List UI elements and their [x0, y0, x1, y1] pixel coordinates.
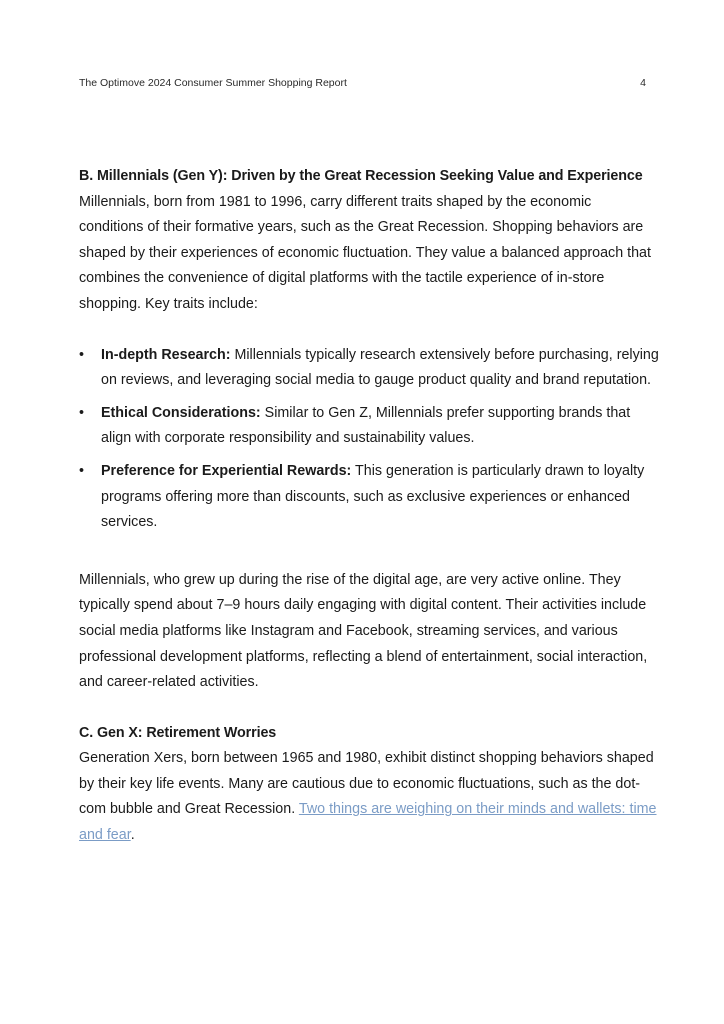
spacer — [79, 696, 659, 721]
section-b-closing: Millennials, who grew up during the rise of the digital age, are very active online. They typically spend about 7–9 hours daily engaging with digital content. Their activities include social media platforms like Instagram and Facebook, streaming services, and various professional development platforms, reflecting a blend of entertainment, social interaction, and career-related activities. — [79, 571, 648, 691]
time-and-fear-link[interactable]: Two things are weighing on their minds and wallets: time and fear — [79, 801, 657, 844]
page-header — [79, 77, 646, 89]
section-b-intro: Millennials, born from 1981 to 1996, carry different traits shaped by the economic conditions of their formative years, such as the Great Recession. Shopping behaviors are shaped by their experiences of economic fluctuation. They value a balanced approach that combines the convenience of digital platforms with the tactile experience of in-store shopping. Key traits include: — [79, 193, 651, 312]
page-number: 4 — [640, 77, 646, 89]
traits-list — [79, 343, 659, 536]
trait-text: Millennials typically research extensively before purchasing, relying on reviews, and leveraging social media to gauge product quality and brand reputation. — [101, 346, 659, 389]
trait-term: Ethical Considerations: — [101, 404, 261, 421]
section-c-trailing: . — [130, 827, 135, 844]
bullet-icon: • — [79, 404, 85, 421]
list-item — [79, 401, 659, 452]
bullet-icon: • — [79, 462, 85, 479]
section-c-body: Generation Xers, born between 1965 and 1980, exhibit distinct shopping behaviors shaped by their key life events. Many are cautious due to economic fluctuations, such as the dot-com bubble and Great Recession. — [79, 750, 654, 818]
section-c-text — [79, 746, 659, 848]
list-item — [79, 343, 659, 394]
page-content — [79, 164, 659, 849]
section-c-heading: C. Gen X: Retirement Worries — [79, 724, 277, 741]
trait-text: This generation is particularly drawn to loyalty programs offering more than discounts, such as exclusive experiences or enhanced services. — [101, 462, 645, 531]
spacer — [79, 543, 659, 568]
section-b-heading: B. Millennials (Gen Y): Driven by the Great Recession Seeking Value and Experience — [79, 168, 643, 184]
trait-term: In-depth Research: — [101, 346, 231, 363]
spacer — [79, 318, 659, 343]
bullet-icon: • — [79, 346, 85, 363]
trait-text: Similar to Gen Z, Millennials prefer supporting brands that align with corporate responsibility and sustainability values. — [101, 404, 631, 447]
trait-term: Preference for Experiential Rewards: — [101, 462, 352, 479]
list-item — [79, 459, 659, 536]
report-title: The Optimove 2024 Consumer Summer Shopping Report — [79, 77, 347, 89]
